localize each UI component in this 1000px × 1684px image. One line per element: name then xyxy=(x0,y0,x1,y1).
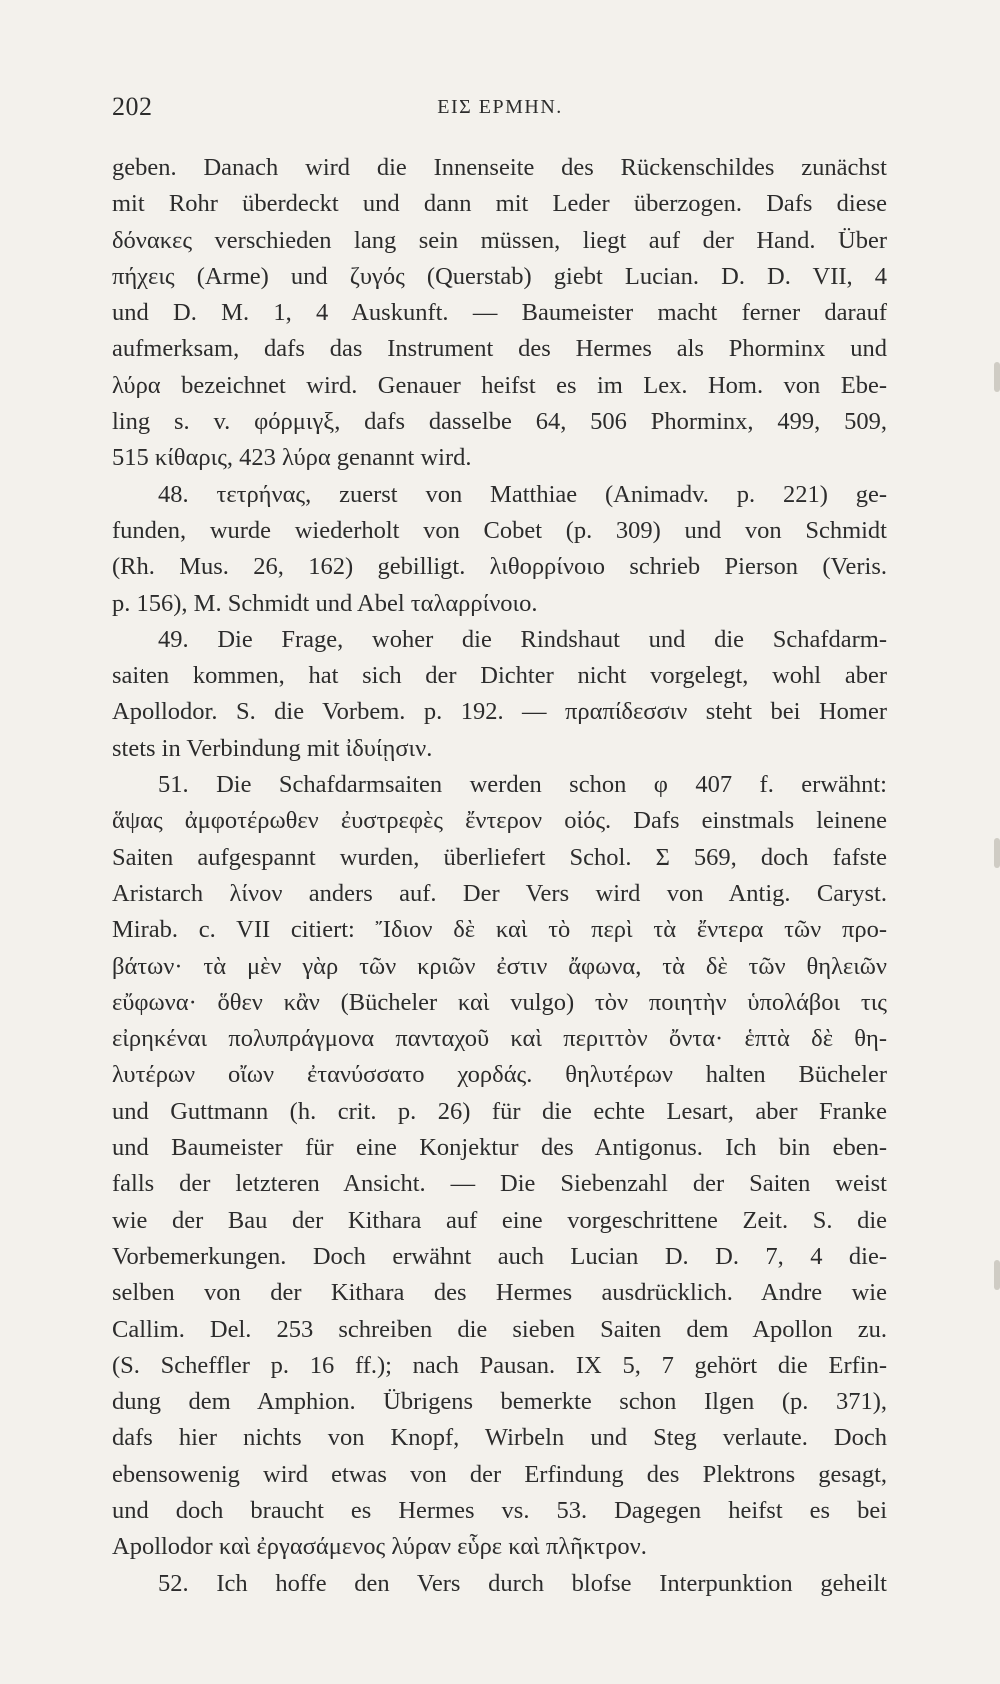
text-line: selben von der Kithara des Hermes ausdrücklich. Andre wie xyxy=(112,1279,887,1307)
text-line: falls der letzteren Ansicht. — Die Siebenzahl der Saiten weist xyxy=(112,1170,887,1198)
text-line: Mirab. c. VII citiert: Ἴδιον δὲ καὶ τὸ περὶ τὰ ἔντερα τῶν προ- xyxy=(112,916,887,944)
text-line: 48. τετρήνας, zuerst von Matthiae (Animadv. p. 221) ge- xyxy=(158,480,887,508)
scan-edge-mark xyxy=(994,362,1000,392)
text-line: βάτων· τὰ μὲν γὰρ τῶν κριῶν ἐστιν ἄφωνα, τὰ δὲ τῶν θηλειῶν xyxy=(112,952,887,980)
commentary-text xyxy=(112,150,887,1602)
text-line: funden, wurde wiederholt von Cobet (p. 309) und von Schmidt xyxy=(112,516,887,544)
scan-edge-mark xyxy=(994,838,1000,868)
text-line: 49. Die Frage, woher die Rindshaut und die Schafdarm- xyxy=(158,625,887,653)
text-line: und Guttmann (h. crit. p. 26) für die echte Lesart, aber Franke xyxy=(112,1097,887,1125)
page-number: 202 xyxy=(112,92,153,121)
text-line: geben. Danach wird die Innenseite des Rückenschildes zunächst xyxy=(112,154,887,181)
text-line: aufmerksam, dafs das Instrument des Hermes als Phorminx und xyxy=(112,335,887,363)
text-line: 515 κίθαρις, 423 λύρα genannt wird. xyxy=(112,444,472,472)
text-line: Apollodor. S. die Vorbem. p. 192. — πραπίδεσσιν steht bei Homer xyxy=(112,698,887,726)
text-line: dung dem Amphion. Übrigens bemerkte schon Ilgen (p. 371), xyxy=(112,1388,887,1416)
text-line: ling s. v. φόρμιγξ, dafs dasselbe 64, 506 Phorminx, 499, 509, xyxy=(112,408,887,436)
page-header xyxy=(112,92,888,132)
text-line: εἰρηκέναι πολυπράγμονα πανταχοῦ καὶ περιττὸν ὄντα· ἑπτὰ δὲ θη- xyxy=(112,1025,887,1053)
text-line: saiten kommen, hat sich der Dichter nicht vorgelegt, wohl aber xyxy=(112,662,887,690)
text-line: Vorbemerkungen. Doch erwähnt auch Lucian D. D. 7, 4 die- xyxy=(112,1242,887,1270)
text-line: und D. M. 1, 4 Auskunft. — Baumeister macht ferner darauf xyxy=(112,299,887,327)
text-line: Saiten aufgespannt wurden, überliefert Schol. Σ 569, doch fafste xyxy=(112,843,887,871)
text-line: λυτέρων οἴων ἐτανύσσατο χορδάς. θηλυτέρων halten Bücheler xyxy=(112,1061,887,1089)
running-title: ΕΙΣ ΕΡΜΗΝ. xyxy=(437,96,563,118)
text-line: Callim. Del. 253 schreiben die sieben Saiten dem Apollon zu. xyxy=(112,1315,887,1343)
text-line: und Baumeister für eine Konjektur des Antigonus. Ich bin eben- xyxy=(112,1134,887,1162)
text-line: πήχεις (Arme) und ζυγός (Querstab) giebt Lucian. D. D. VII, 4 xyxy=(112,262,887,290)
text-line: dafs hier nichts von Knopf, Wirbeln und Steg verlaute. Doch xyxy=(112,1424,887,1452)
text-line: mit Rohr überdeckt und dann mit Leder überzogen. Dafs diese xyxy=(112,190,887,218)
text-line: 52. Ich hoffe den Vers durch blofse Interpunktion geheilt xyxy=(158,1569,887,1597)
text-line: ebensowenig wird etwas von der Erfindung des Plektrons gesagt, xyxy=(112,1460,887,1488)
text-line: (S. Scheffler p. 16 ff.); nach Pausan. IX 5, 7 gehört die Erfin- xyxy=(112,1351,887,1379)
text-line: Aristarch λίνον anders auf. Der Vers wird von Antig. Caryst. xyxy=(112,879,887,907)
text-line: und doch braucht es Hermes vs. 53. Dagegen heifst es bei xyxy=(112,1496,887,1524)
text-line: ἅψας ἀμφοτέρωθεν ἐυστρεφὲς ἔντερον οἰός. Dafs einstmals leinene xyxy=(112,807,887,835)
scan-edge-mark xyxy=(994,1260,1000,1290)
text-line: λύρα bezeichnet wird. Genauer heifst es im Lex. Hom. von Ebe- xyxy=(112,371,887,399)
text-line: p. 156), M. Schmidt und Abel ταλαρρίνοιο. xyxy=(112,589,538,617)
text-line: stets in Verbindung mit ἰδυίῃσιν. xyxy=(112,734,433,762)
text-line: Apollodor καὶ ἐργασάμενος λύραν εὗρε καὶ πλῆκτρον. xyxy=(112,1533,647,1561)
text-line: δόνακες verschieden lang sein müssen, liegt auf der Hand. Über xyxy=(112,226,887,254)
text-line: εὔφωνα· ὅθεν κἂν (Bücheler καὶ vulgo) τὸν ποιητὴν ὑπολάβοι τις xyxy=(112,988,887,1016)
text-line: wie der Bau der Kithara auf eine vorgeschrittene Zeit. S. die xyxy=(112,1206,887,1234)
text-line: (Rh. Mus. 26, 162) gebilligt. λιθορρίνοιο schrieb Pierson (Veris. xyxy=(112,553,887,581)
text-line: 51. Die Schafdarmsaiten werden schon φ 407 f. erwähnt: xyxy=(158,771,887,799)
